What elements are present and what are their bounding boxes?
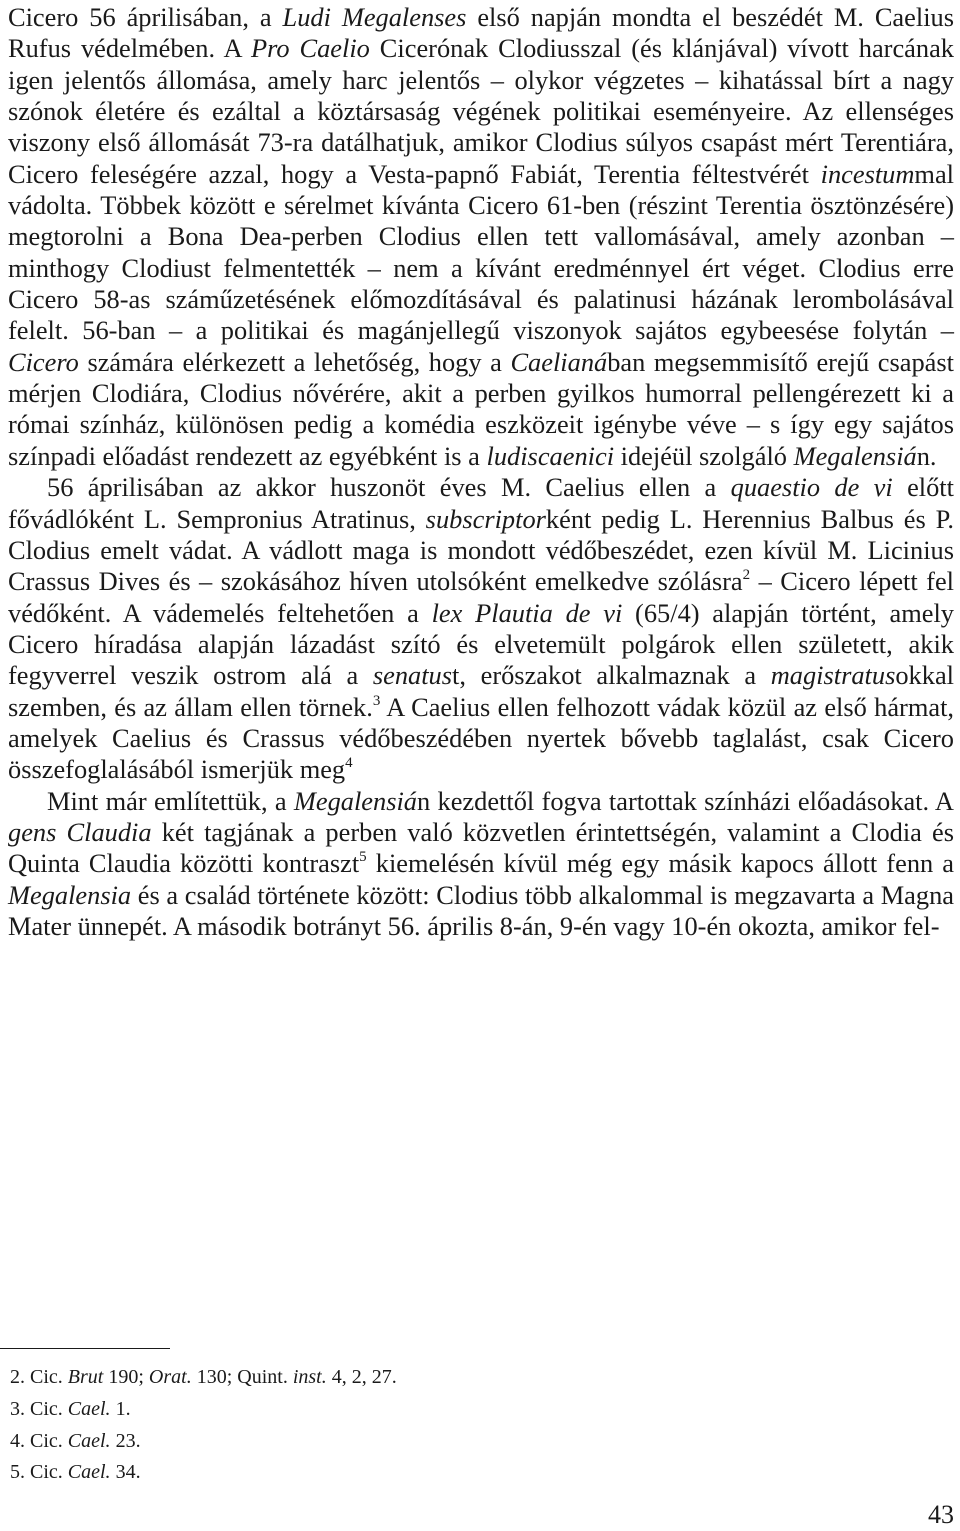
italic-text: senatus: [372, 660, 453, 691]
text-run: kiemelésén kívül még egy másik kapocs állott fenn a: [366, 848, 954, 879]
paragraph: [8, 2, 954, 472]
italic-text: quaestio de vi: [730, 472, 893, 503]
footnotes: [10, 1362, 910, 1489]
italic-text: Orat.: [148, 1366, 192, 1388]
footnote-separator: [0, 1348, 170, 1349]
footnote: [10, 1426, 910, 1458]
text-run: t, erőszakot alkalmaznak a: [452, 660, 771, 691]
text-run: Mint már említettük, a: [47, 785, 294, 816]
text-run: mal vádolta. Többek között e sérelmet kívánta Cicero 61-ben (részint Terentia ösztönzésére) megtorolni a Bona Dea-perben Clodius ellen tett vallomásával, amely azonban – minthogy Clodiust felmentették – nem a kívánt eredménnyel ért véget. Clodius erre Cicero 58-as száműzetésének előmozdításával és palatinusi házának lerombolásával felelt. 56-ban – a politikai és magánjellegű viszonyok sajátos egybeesése folytán –: [8, 158, 954, 346]
text-run: 23.: [110, 1429, 141, 1452]
text-run: Cicerónak Clodiusszal (és klánjával) vívott harcának igen jelentős állomása, amely harc jelentős – olykor végzetes – kihatással bírt a nagy szónok életére és ezáltal a köztársaság végének politikai eseményeire. Az ellenséges viszony első állomását 73-ra datálhatjuk, amikor Clodius súlyos csapást mért Terentiára, Cicero feleségére azzal, hogy a Vesta-papnő Fabiát, Terentia féltestvérét: [8, 33, 954, 189]
footnote: [10, 1394, 910, 1426]
text-run: 5. Cic.: [10, 1461, 68, 1484]
text-run: két tagjának a perben való közvetlen érintettségén, valamint a Clodia és Quinta Claudia közötti kontraszt: [8, 816, 954, 879]
text-run: 56 áprilisában az akkor huszonöt éves M. Caelius ellen a: [47, 472, 731, 503]
text-run: (65/4) alapján történt, amely Cicero híradása alapján lázadást szító és elvetemült polgárok ellen született, akik fegyverrel veszik ostrom alá a: [8, 597, 954, 691]
text-run: 190;: [103, 1366, 149, 1388]
text-run: számára elérkezett a lehetőség, hogy a: [78, 346, 511, 377]
text-run: ként pedig L. Herennius Balbus és P. Clodius emelt vádat. A vádlott maga is mondott védőbeszédet, ezen kívül M. Licinius Crassus Dives és – szokásához híven utolsóként emelkedve szólásra: [8, 503, 954, 597]
page-body: [8, 2, 954, 942]
text-run: 2. Cic.: [10, 1366, 68, 1388]
italic-text: Megalensiá: [793, 440, 917, 471]
italic-text: lex Plautia de vi: [431, 597, 623, 628]
text-run: 4, 2, 27.: [326, 1366, 397, 1388]
italic-text: gens Claudia: [8, 816, 152, 847]
footnote: [10, 1457, 910, 1489]
footnote-ref: 4: [345, 755, 353, 772]
italic-text: magistratus: [770, 660, 896, 691]
italic-text: Caelianá: [510, 346, 608, 377]
italic-text: incestum: [820, 158, 915, 189]
text-run: – Cicero lépett fel védőként. A vádemelés feltehetően a: [8, 566, 954, 628]
page-number: 43: [928, 1500, 954, 1529]
text-run: 34.: [110, 1461, 141, 1484]
italic-text: Ludi Megalenses: [282, 2, 467, 32]
paragraph: [8, 472, 954, 785]
text-run: 3. Cic.: [10, 1397, 68, 1420]
text-run: és a család története között: Clodius több alkalommal is megzavarta a Magna Mater ünnepét. A második botrányt 56. április 8-án, 9-én vagy 10-én okozta, amikor fel-: [8, 879, 954, 941]
text-run: n kezdettől fogva tartottak színházi előadásokat. A: [417, 785, 954, 816]
text-run: 4. Cic.: [10, 1429, 68, 1452]
italic-text: Cicero: [8, 346, 79, 377]
main-text: [8, 2, 954, 942]
italic-text: Cael.: [67, 1461, 111, 1484]
text-run: idejéül szolgáló: [614, 440, 794, 471]
text-run: előtt fővádlóként L. Sempronius Atratinus,: [8, 472, 954, 534]
text-run: A Caelius ellen felhozott vádak közül az első hármat, amelyek Caelius és Crassus védőbeszédében nyertek bővebb taglalást, csak Cicero összefoglalásából ismerjük meg: [8, 691, 955, 785]
italic-text: Pro Caelio: [251, 33, 370, 64]
italic-text: Megalensiá: [293, 785, 418, 816]
italic-text: ludiscaenici: [486, 440, 615, 471]
footnote-ref: 2: [742, 567, 751, 584]
italic-text: Brut: [67, 1366, 104, 1388]
text-run: okkal szemben, és az állam ellen törnek.: [8, 660, 954, 722]
footnote-ref: 5: [359, 849, 367, 866]
text-run: n.: [916, 440, 937, 471]
text-run: 1.: [110, 1397, 131, 1420]
italic-text: inst.: [292, 1366, 327, 1388]
footnote: [10, 1362, 910, 1394]
text-run: első napján mondta el beszédét M. Caelius Rufus védelmében. A: [8, 2, 954, 64]
italic-text: Megalensia: [8, 879, 132, 910]
text-run: 130; Quint.: [191, 1366, 293, 1388]
italic-text: subscriptor: [425, 503, 546, 534]
text-run: Cicero 56 áprilisában, a: [8, 2, 283, 32]
italic-text: Cael.: [67, 1397, 111, 1420]
text-run: ban megsemmisítő erejű csapást mérjen Clodiára, Clodius nővérére, akit a perben gyilkos humorral pellengérezett ki a római színház, különösen pedig a komédia eszközeit igénybe véve – s így egy sajátos színpadi előadást rendezett az egyébként is a: [8, 346, 954, 471]
footnote-ref: 3: [372, 692, 381, 709]
italic-text: Cael.: [67, 1429, 111, 1452]
paragraph: [8, 786, 954, 943]
